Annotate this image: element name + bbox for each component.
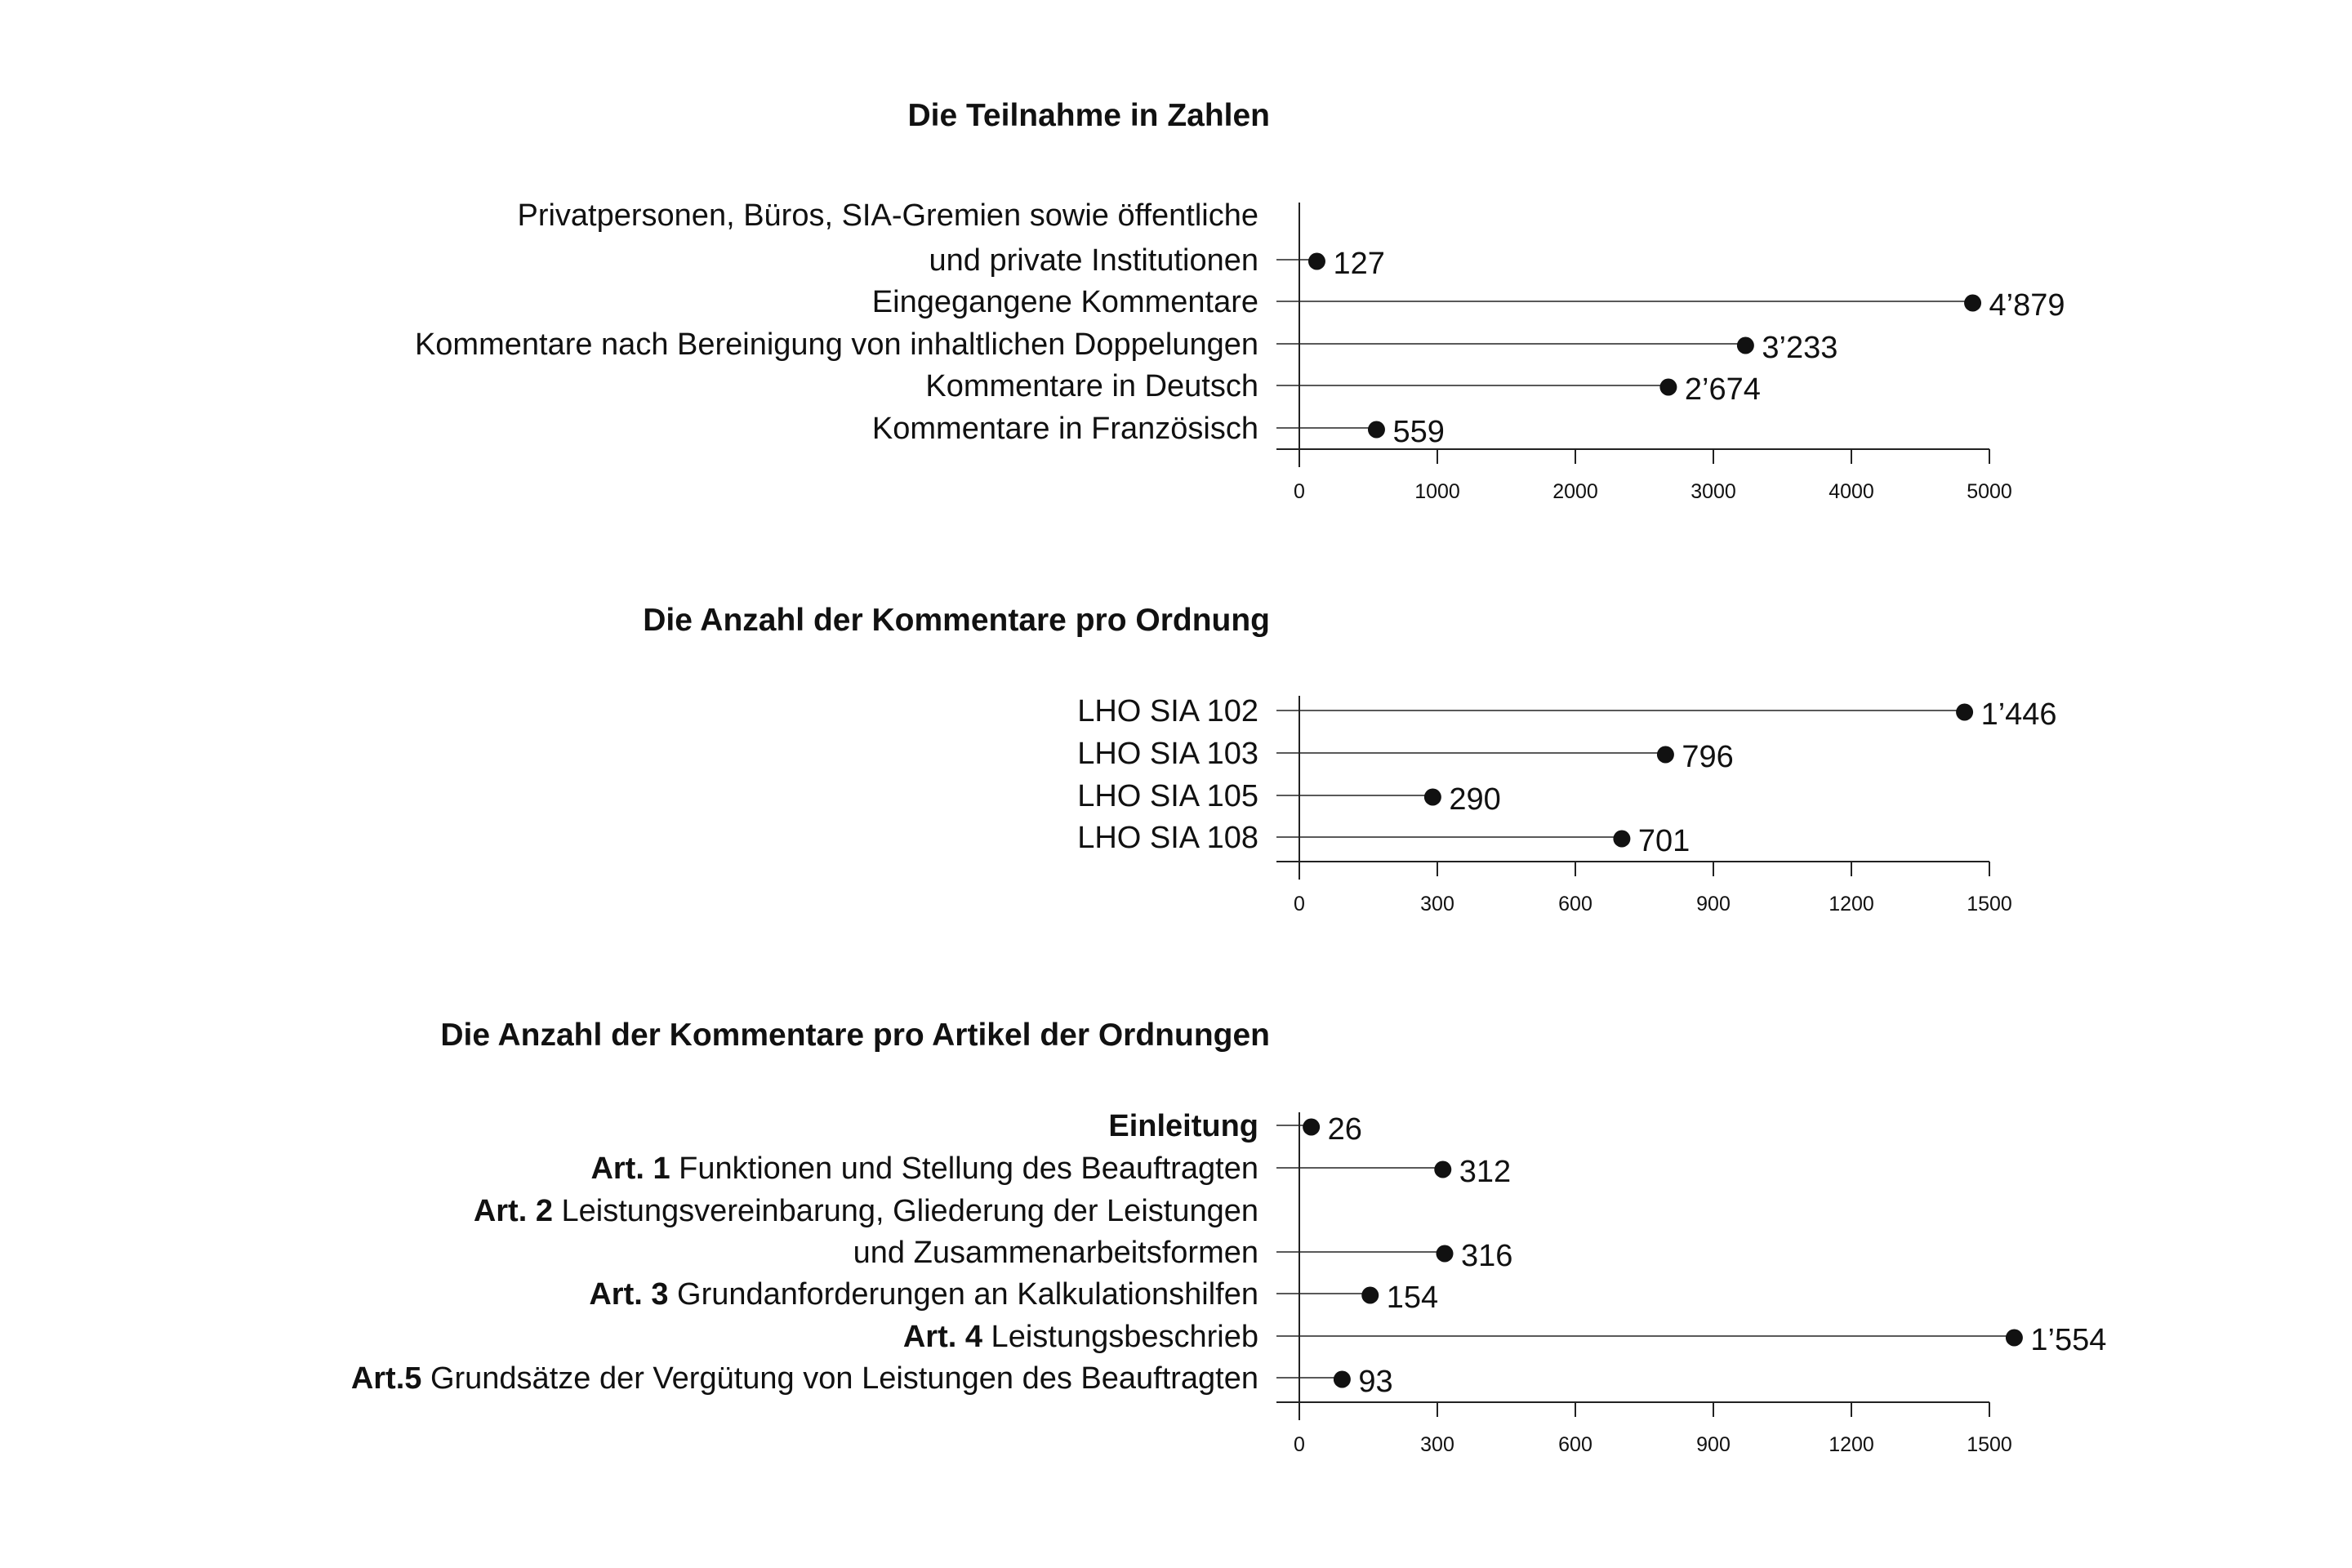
chart2-title: Die Anzahl der Kommentare pro Ordnung — [643, 603, 1270, 638]
chart1-x-tick-label: 2000 — [1552, 480, 1598, 503]
chart1-title: Die Teilnahme in Zahlen — [907, 98, 1270, 133]
chart1-value-label: 559 — [1392, 415, 1445, 449]
chart3-title: Die Anzahl der Kommentare pro Artikel der Ordnungen — [440, 1018, 1270, 1053]
chart1-category-label: Kommentare nach Bereinigung von inhaltlichen Doppelungen — [414, 327, 1258, 362]
chart1-value-label: 2’674 — [1684, 372, 1761, 407]
chart1-value-label: 127 — [1333, 247, 1385, 281]
chart1-data-point — [1308, 253, 1325, 270]
chart1-category-label: und private Institutionen — [929, 243, 1258, 278]
chart3-category-label: Art. 4 Leistungsbeschrieb — [902, 1320, 1258, 1354]
chart3-data-point — [1361, 1287, 1379, 1304]
chart2-x-tick-label: 0 — [1294, 893, 1305, 915]
chart1-value-label: 3’233 — [1762, 331, 1838, 365]
chart3-x-tick-label: 0 — [1294, 1433, 1305, 1456]
chart3-category-label: Art. 2 Leistungsvereinbarung, Gliederung der Leistungen — [473, 1194, 1258, 1228]
chart1-value-label: 4’879 — [1989, 288, 2065, 323]
chart3-category-label: Einleitung — [1108, 1109, 1258, 1143]
chart1-x-tick-label: 5000 — [1967, 480, 2012, 503]
chart3-x-tick-label: 600 — [1558, 1433, 1592, 1456]
chart2-data-point — [1613, 831, 1630, 848]
chart3-category-label: Art.5 Grundsätze der Vergütung von Leistungen des Beauftragten — [350, 1361, 1258, 1396]
chart1-data-point — [1659, 379, 1677, 396]
chart3-value-label: 316 — [1461, 1239, 1513, 1273]
chart3-category-label: und Zusammenarbeitsformen — [853, 1236, 1258, 1270]
chart1-x-tick-label: 4000 — [1829, 480, 1874, 503]
chart3-category-label: Art. 3 Grundanforderungen an Kalkulationshilfen — [589, 1277, 1258, 1312]
chart2-x-tick-label: 900 — [1696, 893, 1731, 915]
chart3-data-point — [2006, 1330, 2023, 1347]
chart3-data-point — [1434, 1161, 1451, 1178]
chart2-category-label: LHO SIA 103 — [1077, 737, 1258, 771]
chart2-x-tick-label: 300 — [1420, 893, 1454, 915]
chart1-category-label: Privatpersonen, Büros, SIA-Gremien sowie öffentliche — [517, 198, 1258, 233]
chart2-x-tick-label: 1200 — [1829, 893, 1874, 915]
chart2-category-label: LHO SIA 108 — [1077, 821, 1258, 855]
chart1-x-tick-label: 1000 — [1414, 480, 1460, 503]
chart2-value-label: 1’446 — [1980, 697, 2057, 732]
chart3-x-tick-label: 1500 — [1967, 1433, 2012, 1456]
chart2-data-point — [1424, 789, 1441, 806]
chart1-data-point — [1964, 295, 1981, 312]
chart3-data-point — [1303, 1119, 1320, 1136]
chart3-value-label: 312 — [1459, 1155, 1512, 1189]
chart2-x-tick-label: 1500 — [1967, 893, 2012, 915]
chart1-data-point — [1737, 337, 1754, 354]
chart1-category-label: Eingegangene Kommentare — [871, 285, 1258, 319]
chart1-data-point — [1368, 421, 1385, 439]
chart2-category-label: LHO SIA 102 — [1077, 694, 1258, 728]
chart1-x-tick-label: 3000 — [1690, 480, 1736, 503]
chart2-category-label: LHO SIA 105 — [1077, 779, 1258, 813]
chart3-value-label: 93 — [1358, 1365, 1393, 1399]
chart3-data-point — [1437, 1245, 1454, 1263]
chart2-data-point — [1657, 746, 1674, 764]
chart1-category-label: Kommentare in Deutsch — [925, 369, 1258, 403]
chart3-x-tick-label: 900 — [1696, 1433, 1731, 1456]
chart3-category-label: Art. 1 Funktionen und Stellung des Beauftragten — [590, 1152, 1258, 1186]
chart2-data-point — [1956, 704, 1973, 721]
chart3-value-label: 154 — [1386, 1281, 1439, 1315]
chart2-value-label: 701 — [1637, 824, 1690, 858]
chart3-data-point — [1334, 1371, 1351, 1388]
chart1-category-label: Kommentare in Französisch — [871, 412, 1258, 446]
chart2-value-label: 796 — [1682, 740, 1734, 774]
chart1-x-tick-label: 0 — [1294, 480, 1305, 503]
chart2-x-tick-label: 600 — [1558, 893, 1592, 915]
chart3-x-tick-label: 300 — [1420, 1433, 1454, 1456]
chart3-x-tick-label: 1200 — [1829, 1433, 1874, 1456]
chart3-value-label: 26 — [1327, 1112, 1362, 1147]
chart3-value-label: 1’554 — [2030, 1323, 2107, 1357]
chart2-value-label: 290 — [1449, 782, 1501, 817]
